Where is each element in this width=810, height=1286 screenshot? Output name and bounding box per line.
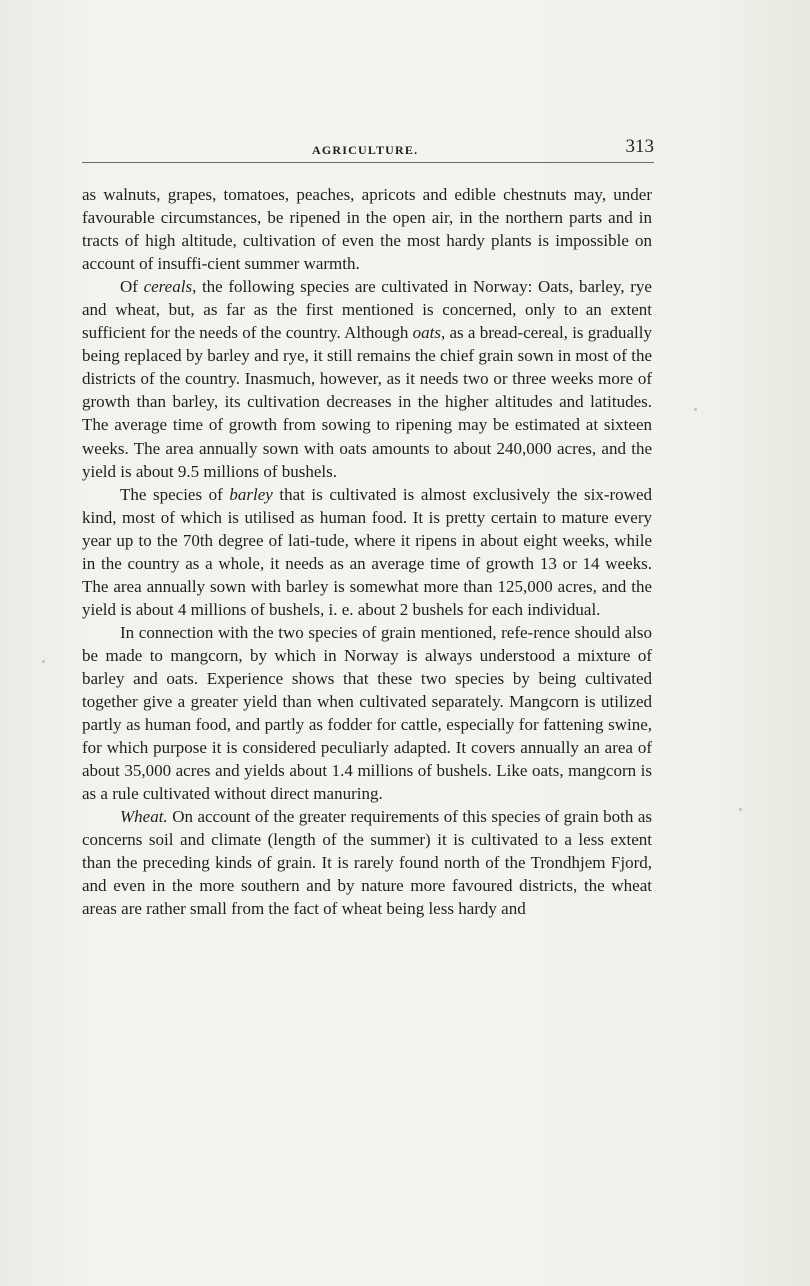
term-cereals: cereals (143, 277, 193, 297)
term-wheat: Wheat. (120, 807, 168, 827)
paragraph-2 (82, 275, 652, 482)
paragraph-4: In connection with the two species of grain mentioned, refe-rence should also be made to mangcorn, by which in Norway is always understood a mixture of barley and oats. Experience shows that these two species by being cultivated together give a greater yield than when cultivated separately. Mangcorn is utilized partly as human food, and partly as fodder for cattle, especially for fattening swine, for which purpose it is considered peculiarly adapted. It covers annually an area of about 35,000 acres and yields about 1.4 millions of bushels. Like oats, mangcorn is as a rule cultivated without direct manuring. (82, 622, 652, 804)
paragraph-3 (82, 483, 652, 621)
paper-spot (739, 808, 742, 811)
paragraph-3-end: that is cultivated is almost exclusively the six-rowed kind, most of which is utilised as human food. It is pretty certain to mature every year up to the 70th degree of lati-tude, where it ripens in about eight weeks, while in the country as a whole, it needs as an average time of growth 13 or 14 weeks. The area annually sown with barley is somewhat more than 125,000 acres, and the yield is about 4 millions of bushels, i. e. about 2 bushels for each individual. (82, 484, 653, 619)
paper-spot (694, 408, 697, 411)
paragraph-1: as walnuts, grapes, tomatoes, peaches, apricots and edible chestnuts may, under favourable circumstances, be ripened in the open air, in the northern parts and in tracts of high altitude, cultivation of even the most hardy plants is impossible on account of insuffi-cient summer warmth. (82, 185, 652, 274)
paragraph-2-end: , as a bread-cereal, is gradually being replaced by barley and rye, it still remains the chief grain sown in most of the districts of the country. Inasmuch, however, as it needs two or three weeks more of growth than barley, its cultivation decreases in the higher altitudes and latitudes. The average time of growth from sowing to ripening may be estimated at sixteen weeks. The area annually sown with oats amounts to about 240,000 acres, and the yield is about 9.5 millions of bushels. (82, 323, 652, 481)
body-text (82, 183, 652, 921)
paragraph-5-end: On account of the greater requirements of this species of grain both as concerns soil and climate (length of the summer) it is cultivated to a less extent than the preceding kinds of grain. It is rarely found north of the Trondhjem Fjord, and even in the more southern and by nature more favoured districts, the wheat areas are rather small from the fact of wheat being less hardy and (82, 807, 652, 919)
running-header (82, 136, 654, 163)
paragraph-2-middle: , the following species are cultivated in Norway: Oats, barley, rye and wheat, but, as far as the first mentioned is concerned, only to an extent sufficient for the needs of the country. Although (82, 277, 652, 343)
running-title: AGRICULTURE. (312, 143, 419, 157)
paragraph-3-start: The species of (120, 484, 230, 504)
paragraph-2-start: Of (120, 277, 144, 297)
paragraph-5 (82, 805, 652, 920)
page-number: 313 (625, 136, 654, 157)
term-oats: oats (412, 323, 441, 343)
term-barley: barley (229, 484, 273, 504)
paper-spot (42, 660, 45, 663)
